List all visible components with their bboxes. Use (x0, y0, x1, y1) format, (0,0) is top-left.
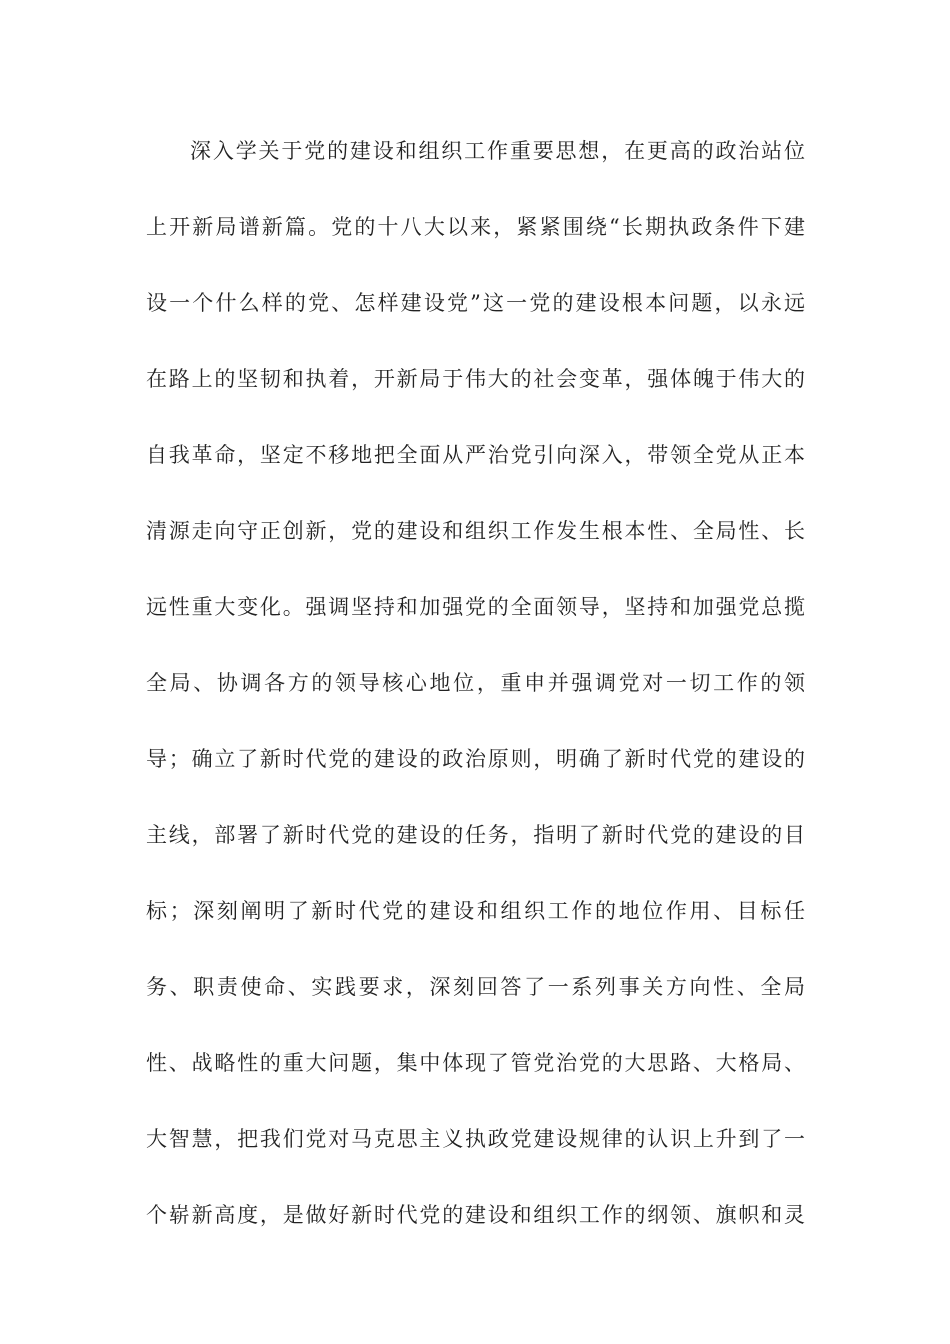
paragraph-line: 自我革命，坚定不移地把全面从严治党引向深入，带领全党从正本 (146, 443, 806, 467)
paragraph-line: 上开新局谱新篇。党的十八大以来，紧紧围绕“长期执政条件下建 (146, 215, 806, 239)
paragraph-line: 远性重大变化。强调坚持和加强党的全面领导，坚持和加强党总揽 (146, 595, 806, 619)
paragraph-line: 性、战略性的重大问题，集中体现了管党治党的大思路、大格局、 (146, 1051, 806, 1075)
paragraph-line: 务、职责使命、实践要求，深刻回答了一系列事关方向性、全局 (146, 975, 806, 999)
paragraph-line: 清源走向守正创新，党的建设和组织工作发生根本性、全局性、长 (146, 519, 806, 543)
paragraph-line: 设一个什么样的党、怎样建设党”这一党的建设根本问题，以永远 (146, 291, 806, 315)
paragraph-line: 个崭新高度，是做好新时代党的建设和组织工作的纲领、旗帜和灵 (146, 1203, 806, 1227)
paragraph-line: 导；确立了新时代党的建设的政治原则，明确了新时代党的建设的 (146, 747, 806, 771)
body-paragraph (146, 128, 806, 1268)
paragraph-line: 主线，部署了新时代党的建设的任务，指明了新时代党的建设的目 (146, 823, 806, 847)
paragraph-line: 大智慧，把我们党对马克思主义执政党建设规律的认识上升到了一 (146, 1127, 806, 1151)
paragraph-line: 深入学关于党的建设和组织工作重要思想，在更高的政治站位 (190, 139, 806, 163)
paragraph-line: 标；深刻阐明了新时代党的建设和组织工作的地位作用、目标任 (146, 899, 806, 923)
paragraph-line: 全局、协调各方的领导核心地位，重申并强调党对一切工作的领 (146, 671, 806, 695)
paragraph-line: 在路上的坚韧和执着，开新局于伟大的社会变革，强体魄于伟大的 (146, 367, 806, 391)
